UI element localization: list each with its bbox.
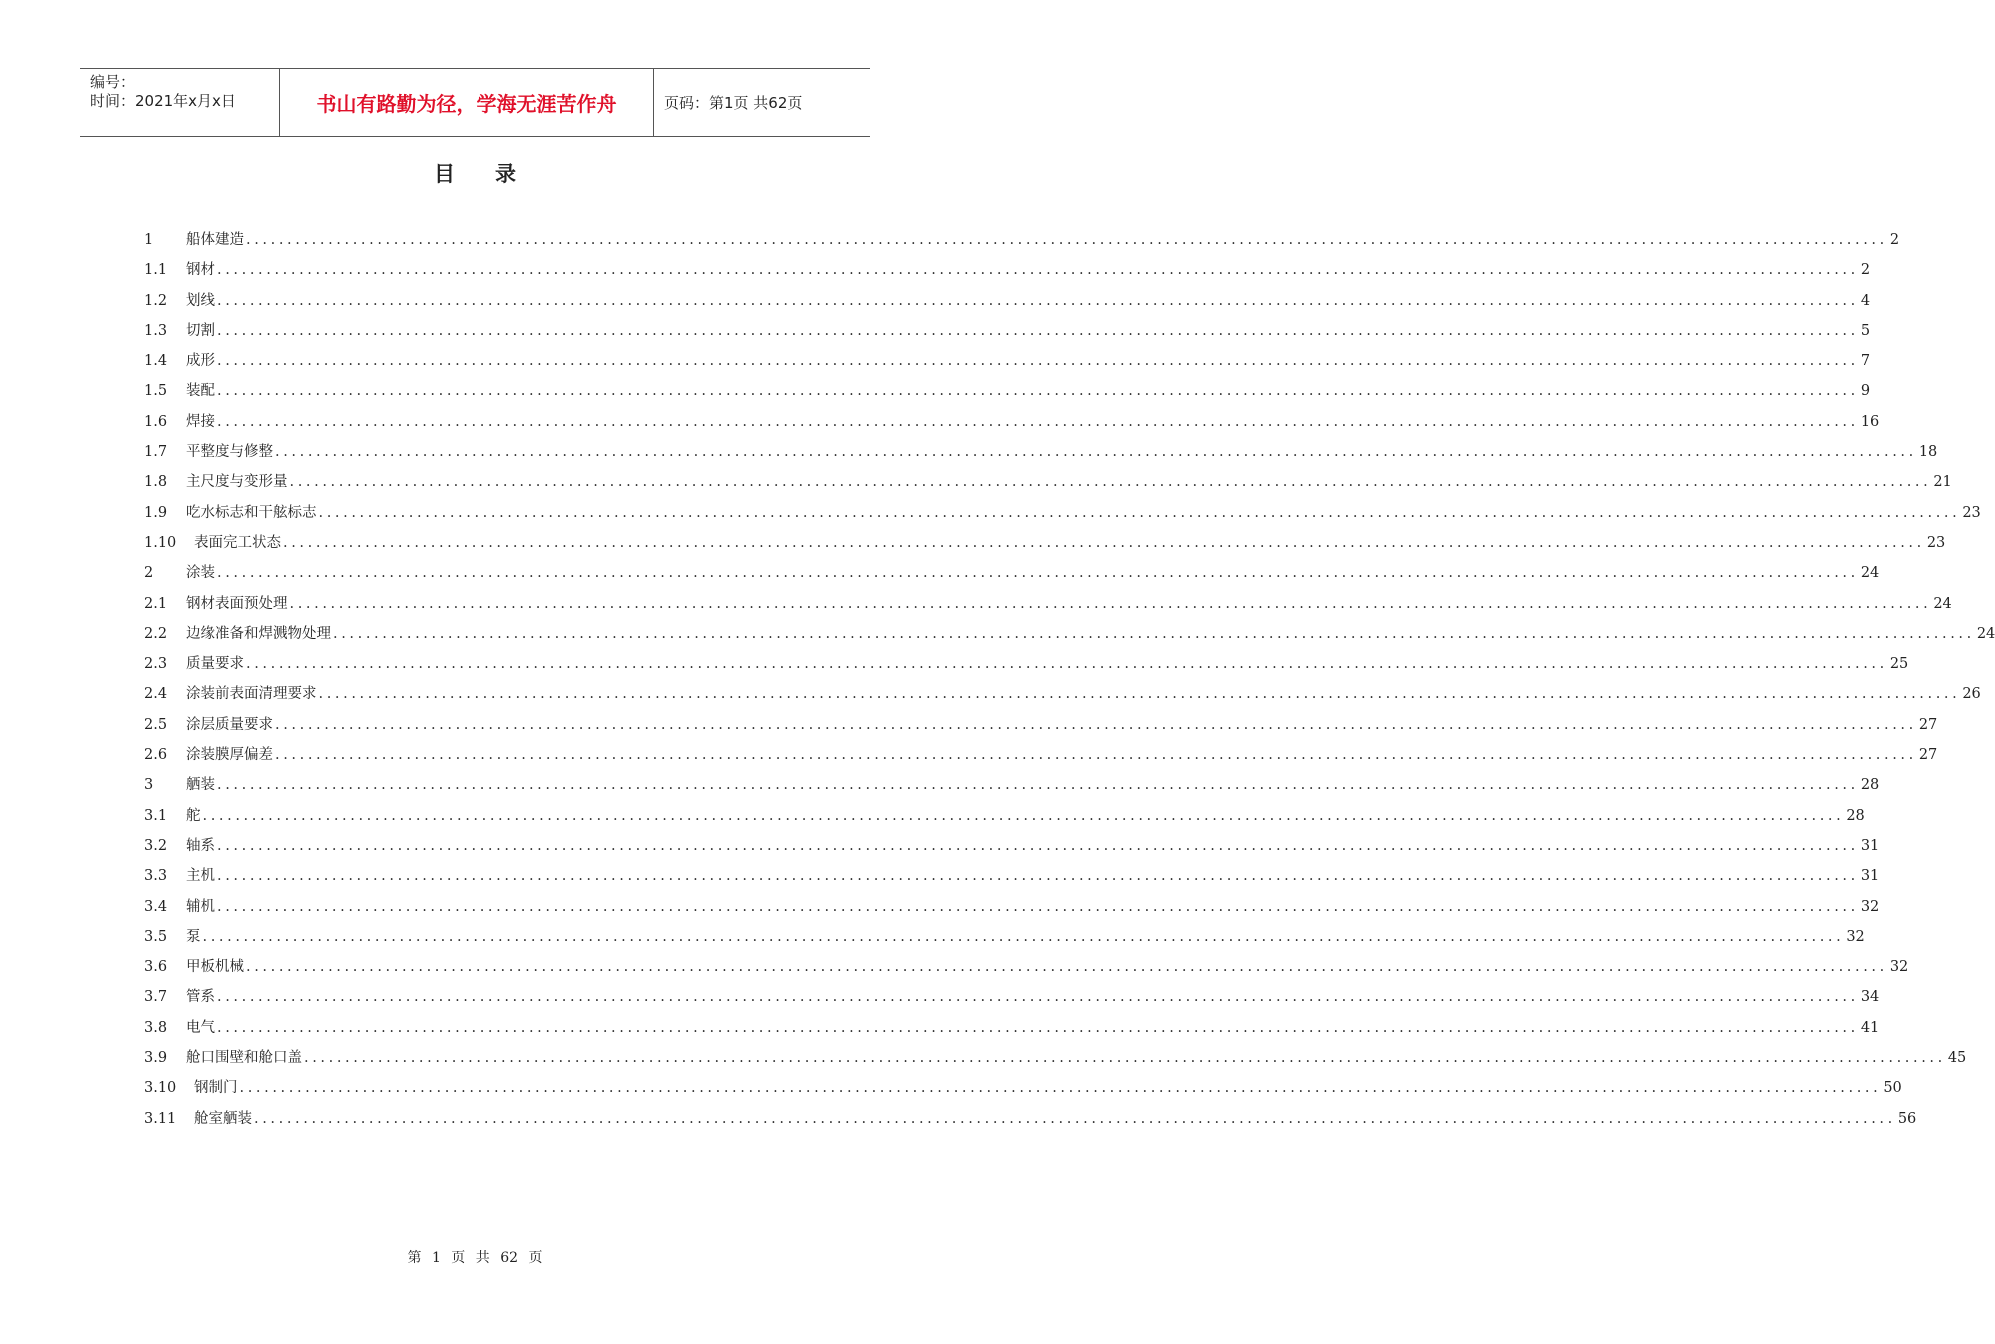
header-page-info: 页码：第1页 共62页 — [664, 94, 803, 112]
toc-leader-dots: ........................................................................................................................................................................................................ — [217, 322, 1859, 339]
toc-item-label: 边缘准备和焊溅物处理 — [186, 625, 331, 642]
table-of-contents — [144, 228, 1995, 1137]
toc-item[interactable] — [144, 440, 1938, 470]
toc-item-label: 甲板机械 — [186, 959, 244, 976]
page-header — [80, 68, 870, 137]
toc-item-page: 23 — [1926, 534, 1946, 551]
toc-item-number: 1.6 — [144, 413, 168, 430]
toc-leader-dots: ........................................................................................................................................................................................................ — [275, 716, 1917, 733]
toc-item-label: 涂层质量要求 — [186, 716, 273, 733]
toc-item-number: 1.1 — [144, 262, 168, 279]
toc-item[interactable] — [144, 561, 1880, 591]
toc-item[interactable] — [144, 773, 1880, 803]
toc-item-page: 27 — [1918, 747, 1938, 764]
toc-item-label: 划线 — [186, 292, 215, 309]
toc-item-number: 3.4 — [144, 898, 168, 915]
toc-leader-dots: ........................................................................................................................................................................................................ — [254, 1110, 1896, 1127]
toc-item-number: 2 — [144, 565, 154, 582]
toc-leader-dots: ........................................................................................................................................................................................................ — [217, 353, 1859, 370]
toc-item-number: 3 — [144, 777, 154, 794]
toc-item[interactable] — [144, 289, 1871, 319]
toc-leader-dots: ........................................................................................................................................................................................................ — [217, 292, 1859, 309]
toc-item-page: 28 — [1846, 807, 1865, 824]
toc-leader-dots: ........................................................................................................................................................................................................ — [202, 928, 1845, 945]
toc-item-page: 25 — [1889, 656, 1909, 673]
toc-item[interactable] — [144, 592, 1952, 622]
toc-item[interactable] — [144, 1107, 1917, 1137]
toc-item[interactable] — [144, 319, 1871, 349]
toc-item[interactable] — [144, 955, 1909, 985]
toc-item-number: 3.11 — [144, 1110, 177, 1127]
toc-item-number: 2.5 — [144, 716, 168, 733]
toc-item-label: 涂装 — [186, 565, 215, 582]
header-motto: 书山有路勤为径，学海无涯苦作舟 — [280, 69, 654, 136]
toc-item-number: 1.3 — [144, 322, 168, 339]
toc-item-page: 21 — [1933, 474, 1952, 491]
toc-leader-dots: ........................................................................................................................................................................................................ — [275, 747, 1917, 764]
toc-item[interactable] — [144, 652, 1909, 682]
toc-item-label: 钢制门 — [194, 1080, 238, 1097]
toc-leader-dots: ........................................................................................................................................................................................................ — [333, 625, 1975, 642]
toc-item-label: 涂装膜厚偏差 — [186, 747, 273, 764]
toc-leader-dots: ........................................................................................................................................................................................................ — [217, 413, 1859, 430]
toc-item-page: 31 — [1860, 837, 1880, 854]
page-title: 目录 — [434, 162, 556, 186]
toc-item[interactable] — [144, 622, 1995, 652]
toc-item[interactable] — [144, 379, 1871, 409]
toc-item-number: 1.5 — [144, 383, 168, 400]
toc-item-page: 26 — [1962, 686, 1981, 703]
toc-item-label: 辅机 — [186, 898, 215, 915]
toc-leader-dots: ........................................................................................................................................................................................................ — [283, 534, 1925, 551]
toc-item-page: 32 — [1846, 928, 1865, 945]
toc-item-label: 泵 — [186, 928, 201, 945]
toc-item-number: 3.2 — [144, 837, 168, 854]
toc-item[interactable] — [144, 1076, 1902, 1106]
toc-item-page: 34 — [1860, 989, 1880, 1006]
toc-leader-dots: ........................................................................................................................................................................................................ — [217, 565, 1859, 582]
toc-item[interactable] — [144, 228, 1900, 258]
toc-item-page: 45 — [1947, 1050, 1967, 1067]
toc-item[interactable] — [144, 470, 1952, 500]
toc-item-number: 1.7 — [144, 444, 168, 461]
toc-item-page: 18 — [1918, 444, 1938, 461]
toc-leader-dots: ........................................................................................................................................................................................................ — [246, 959, 1888, 976]
header-number: 编号： — [90, 73, 136, 91]
toc-item-number: 3.8 — [144, 1019, 168, 1036]
toc-item-number: 3.3 — [144, 868, 168, 885]
toc-leader-dots: ........................................................................................................................................................................................................ — [217, 837, 1859, 854]
toc-leader-dots: ........................................................................................................................................................................................................ — [246, 656, 1888, 673]
toc-leader-dots: ........................................................................................................................................................................................................ — [239, 1080, 1882, 1097]
toc-item-label: 舵 — [186, 807, 201, 824]
toc-item-label: 电气 — [186, 1019, 215, 1036]
toc-item-number: 1.9 — [144, 504, 168, 521]
toc-item-number: 2.3 — [144, 656, 168, 673]
toc-leader-dots: ........................................................................................................................................................................................................ — [318, 504, 1961, 521]
toc-item-label: 吃水标志和干舷标志 — [186, 504, 317, 521]
toc-item-page: 2 — [1860, 262, 1871, 279]
toc-item[interactable] — [144, 985, 1880, 1015]
toc-item-page: 27 — [1918, 716, 1938, 733]
toc-item[interactable] — [144, 531, 1946, 561]
toc-item-page: 56 — [1897, 1110, 1917, 1127]
toc-item-number: 1.8 — [144, 474, 168, 491]
toc-item-label: 钢材 — [186, 262, 215, 279]
toc-item-number: 3.6 — [144, 959, 168, 976]
toc-item-label: 舱口围壁和舱口盖 — [186, 1050, 302, 1067]
toc-item-number: 3.9 — [144, 1050, 168, 1067]
toc-item[interactable] — [144, 713, 1938, 743]
toc-item-number: 3.10 — [144, 1080, 177, 1097]
toc-leader-dots: ........................................................................................................................................................................................................ — [217, 262, 1859, 279]
toc-leader-dots: ........................................................................................................................................................................................................ — [289, 595, 1932, 612]
toc-leader-dots: ........................................................................................................................................................................................................ — [217, 898, 1859, 915]
toc-item-page: 23 — [1962, 504, 1981, 521]
toc-item-label: 平整度与修整 — [186, 444, 273, 461]
toc-leader-dots: ........................................................................................................................................................................................................ — [217, 1019, 1859, 1036]
toc-item-number: 3.5 — [144, 928, 168, 945]
toc-item[interactable] — [144, 804, 1865, 834]
page-footer: 第 1 页 共 62 页 — [407, 1250, 543, 1266]
toc-leader-dots: ........................................................................................................................................................................................................ — [217, 777, 1859, 794]
toc-item[interactable] — [144, 864, 1880, 894]
toc-item[interactable] — [144, 743, 1938, 773]
toc-item-page: 50 — [1883, 1080, 1902, 1097]
toc-item-page: 32 — [1889, 959, 1909, 976]
toc-item-label: 舱室舾装 — [194, 1110, 252, 1127]
toc-item-number: 2.4 — [144, 686, 168, 703]
toc-item-number: 1.4 — [144, 353, 168, 370]
toc-item-number: 1.2 — [144, 292, 168, 309]
toc-item[interactable] — [144, 501, 1981, 531]
toc-item-label: 船体建造 — [186, 232, 244, 248]
toc-item[interactable] — [144, 258, 1871, 288]
toc-leader-dots: ........................................................................................................................................................................................................ — [202, 807, 1845, 824]
toc-item[interactable] — [144, 895, 1880, 925]
toc-item-page: 7 — [1860, 353, 1871, 370]
toc-item-page: 24 — [1860, 565, 1880, 582]
toc-item-label: 轴系 — [186, 837, 215, 854]
toc-item[interactable] — [144, 834, 1880, 864]
toc-item-page: 4 — [1860, 292, 1871, 309]
toc-item-number: 3.1 — [144, 807, 168, 824]
toc-leader-dots: ........................................................................................................................................................................................................ — [217, 868, 1859, 885]
toc-item-label: 装配 — [186, 383, 215, 400]
toc-item-label: 表面完工状态 — [194, 534, 281, 551]
toc-item-page: 31 — [1860, 868, 1880, 885]
toc-item-number: 2.1 — [144, 595, 168, 612]
toc-item-page: 5 — [1860, 322, 1871, 339]
header-meta — [80, 69, 280, 136]
toc-item-label: 焊接 — [186, 413, 215, 430]
toc-item-number: 1 — [144, 232, 154, 248]
toc-leader-dots: ........................................................................................................................................................................................................ — [246, 232, 1888, 248]
toc-leader-dots: ........................................................................................................................................................................................................ — [217, 383, 1859, 400]
toc-item-label: 切割 — [186, 322, 215, 339]
toc-leader-dots: ........................................................................................................................................................................................................ — [217, 989, 1859, 1006]
toc-item-label: 舾装 — [186, 777, 215, 794]
toc-item-label: 管系 — [186, 989, 215, 1006]
toc-item-number: 2.2 — [144, 625, 168, 642]
toc-item[interactable] — [144, 410, 1880, 440]
toc-item-label: 质量要求 — [186, 656, 244, 673]
toc-item[interactable] — [144, 349, 1871, 379]
toc-item-page: 9 — [1860, 383, 1871, 400]
toc-item-label: 钢材表面预处理 — [186, 595, 288, 612]
toc-item-page: 32 — [1860, 898, 1880, 915]
toc-item-number: 1.10 — [144, 534, 177, 551]
toc-item-page: 24 — [1976, 625, 1995, 642]
toc-item-label: 主机 — [186, 868, 215, 885]
toc-item-number: 2.6 — [144, 747, 168, 764]
toc-item-page: 28 — [1860, 777, 1880, 794]
toc-item-page: 2 — [1889, 232, 1900, 248]
toc-leader-dots: ........................................................................................................................................................................................................ — [289, 474, 1932, 491]
header-time: 时间：2021年x月x日 — [90, 92, 236, 110]
toc-item-number: 3.7 — [144, 989, 168, 1006]
toc-item[interactable] — [144, 925, 1865, 955]
toc-item[interactable] — [144, 1046, 1967, 1076]
toc-item-page: 41 — [1860, 1019, 1880, 1036]
toc-item-page: 24 — [1933, 595, 1952, 612]
toc-item-label: 成形 — [186, 353, 215, 370]
toc-leader-dots: ........................................................................................................................................................................................................ — [304, 1050, 1946, 1067]
toc-item-label: 涂装前表面清理要求 — [186, 686, 317, 703]
toc-item[interactable] — [144, 682, 1981, 712]
toc-item[interactable] — [144, 1016, 1880, 1046]
toc-leader-dots: ........................................................................................................................................................................................................ — [318, 686, 1961, 703]
toc-leader-dots: ........................................................................................................................................................................................................ — [275, 444, 1917, 461]
toc-item-label: 主尺度与变形量 — [186, 474, 288, 491]
toc-item-page: 16 — [1860, 413, 1880, 430]
